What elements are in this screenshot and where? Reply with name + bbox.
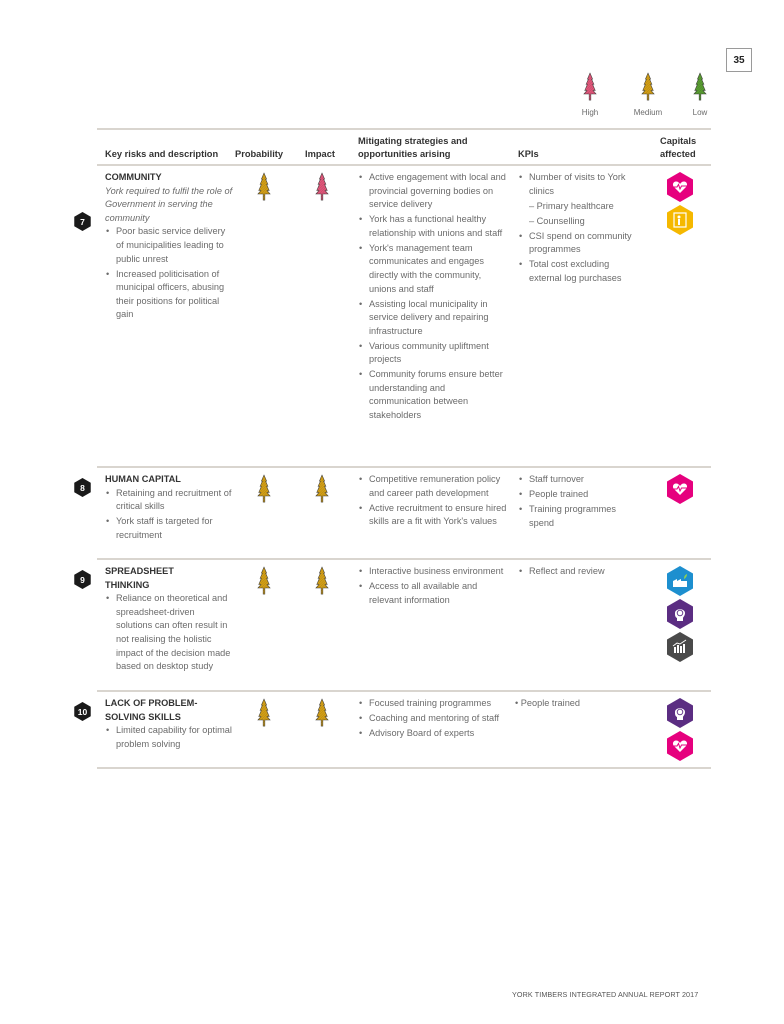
mitigation-list bbox=[358, 473, 508, 530]
header-mitigation-line1: Mitigating strategies and bbox=[358, 136, 468, 146]
header-impact: Impact bbox=[305, 149, 335, 159]
risk-bullet: • Poor basic service delivery of municipalities leading to public unrest bbox=[105, 225, 233, 266]
impact-medium-tree-icon bbox=[315, 566, 329, 596]
mitigation-bullet: • Focused training programmes bbox=[358, 697, 518, 711]
tree-medium-icon bbox=[641, 72, 655, 102]
mitigation-bullet: • Coaching and mentoring of staff bbox=[358, 712, 509, 726]
risk-description bbox=[105, 473, 233, 544]
mitigation-bullet: • Assisting local municipality in service delivery and repairing infrastructure bbox=[358, 298, 508, 339]
capitals-affected bbox=[667, 172, 693, 238]
mitigation-bullet: • Interactive business environment bbox=[358, 565, 508, 579]
risk-italic-description: York required to fulfil the role of Government in serving the community bbox=[105, 185, 233, 223]
probability-medium-tree-icon bbox=[257, 172, 271, 202]
header-probability: Probability bbox=[235, 149, 284, 159]
table-row-7 bbox=[80, 164, 711, 466]
kpi-bullet: • Staff turnover bbox=[518, 473, 643, 487]
kpi-sub-item: – Counselling bbox=[529, 215, 585, 226]
risk-bullet: • Increased politicisation of municipal officers, abusing their positions for political gain bbox=[105, 268, 233, 322]
risk-title: LACK OF PROBLEM-SOLVING SKILLS bbox=[105, 698, 198, 722]
tree-high-icon bbox=[583, 72, 597, 102]
table-row-9 bbox=[80, 558, 711, 690]
mitigation-list bbox=[358, 697, 518, 742]
risk-bullet: • Retaining and recruitment of critical skills bbox=[105, 487, 233, 514]
mitigation-bullet: • Active engagement with local and provincial governing bodies on service delivery bbox=[358, 171, 508, 212]
mitigation-bullet: • Active recruitment to ensure hired skills are a fit with York's values bbox=[358, 502, 508, 529]
mitigation-bullet: • York has a functional healthy relationship with unions and staff bbox=[358, 213, 508, 240]
legend-label: High bbox=[581, 108, 599, 117]
header-mitigation-line2: opportunities arising bbox=[358, 149, 451, 159]
mitigation-bullet: • York's management team communicates and engages directly with the community, unions and staff bbox=[358, 242, 508, 296]
kpi-list bbox=[518, 565, 643, 580]
risk-bullet: • Reliance on theoretical and spreadsheet-driven solutions can often result in not realising the holistic impact of the decision made based on desktop study bbox=[105, 592, 233, 674]
risk-table bbox=[77, 128, 711, 769]
table-header bbox=[97, 130, 711, 164]
kpi-bullet: • People trained bbox=[515, 698, 581, 708]
kpi-bullet: • Number of visits to York clinics bbox=[518, 171, 643, 198]
mitigation-bullet: • Various community upliftment projects bbox=[358, 340, 508, 367]
risk-description bbox=[105, 697, 233, 753]
probability-medium-tree-icon bbox=[257, 474, 271, 504]
header-kpis: KPIs bbox=[518, 149, 539, 159]
people-icon bbox=[667, 205, 693, 235]
header-capitals-line2: affected bbox=[660, 149, 696, 159]
legend-medium bbox=[623, 72, 673, 117]
table-row-10 bbox=[77, 690, 711, 769]
factory-icon bbox=[667, 566, 693, 596]
mitigation-list bbox=[358, 565, 508, 609]
probability-medium-tree-icon bbox=[257, 698, 271, 728]
impact-medium-tree-icon bbox=[315, 698, 329, 728]
heart-icon bbox=[667, 731, 693, 761]
kpi-bullet: • CSI spend on community programmes bbox=[518, 230, 643, 257]
chart-icon bbox=[667, 632, 693, 662]
legend-low bbox=[675, 72, 725, 117]
legend-label: Low bbox=[692, 108, 708, 117]
header-risk: Key risks and description bbox=[105, 149, 219, 159]
risk-number-badge: 8 bbox=[74, 478, 91, 497]
risk-number-badge: 10 bbox=[74, 702, 91, 721]
kpi-bullet: • Training programmes spend bbox=[518, 503, 643, 530]
risk-bullet: • York staff is targeted for recruitment bbox=[105, 515, 233, 542]
mitigation-bullet: • Access to all available and relevant information bbox=[358, 580, 508, 607]
kpi-sub-item: – Primary healthcare bbox=[529, 200, 614, 211]
mitigation-bullet: • Community forums ensure better understanding and communication between stakeholders bbox=[358, 368, 508, 422]
kpi-bullet: • Reflect and review bbox=[518, 565, 643, 579]
brain-icon bbox=[667, 599, 693, 629]
kpi-list bbox=[515, 697, 640, 712]
risk-description bbox=[105, 171, 233, 323]
risk-number-badge: 7 bbox=[74, 212, 91, 231]
mitigation-list bbox=[358, 171, 508, 424]
legend-high bbox=[565, 72, 615, 117]
kpi-bullet: • People trained bbox=[518, 488, 643, 502]
risk-description bbox=[105, 565, 233, 675]
risk-title: COMMUNITY bbox=[105, 172, 162, 182]
capitals-affected bbox=[667, 474, 693, 507]
header-capitals-line1: Capitals bbox=[660, 136, 697, 146]
capitals-affected bbox=[667, 698, 693, 764]
kpi-list bbox=[518, 473, 643, 532]
heart-icon bbox=[667, 172, 693, 202]
mitigation-bullet: • Competitive remuneration policy and career path development bbox=[358, 473, 508, 500]
risk-number-badge: 9 bbox=[74, 570, 91, 589]
risk-title: SPREADSHEET THINKING bbox=[105, 566, 174, 590]
risk-level-legend bbox=[560, 72, 760, 122]
capitals-affected bbox=[667, 566, 693, 665]
impact-medium-tree-icon bbox=[315, 474, 329, 504]
tree-low-icon bbox=[693, 72, 707, 102]
heart-icon bbox=[667, 474, 693, 504]
probability-medium-tree-icon bbox=[257, 566, 271, 596]
impact-high-tree-icon bbox=[315, 172, 329, 202]
table-row-8 bbox=[80, 466, 711, 558]
page-number: 35 bbox=[726, 48, 752, 72]
page-footer: YORK TIMBERS INTEGRATED ANNUAL REPORT 2017 bbox=[512, 990, 699, 999]
legend-label: Medium bbox=[633, 108, 663, 117]
kpi-list bbox=[518, 171, 643, 287]
mitigation-bullet: • Advisory Board of experts bbox=[358, 727, 518, 741]
risk-bullet: • Limited capability for optimal problem solving bbox=[105, 724, 233, 751]
brain-icon bbox=[667, 698, 693, 728]
kpi-bullet: • Total cost excluding external log purchases bbox=[518, 258, 643, 285]
risk-title: HUMAN CAPITAL bbox=[105, 474, 181, 484]
